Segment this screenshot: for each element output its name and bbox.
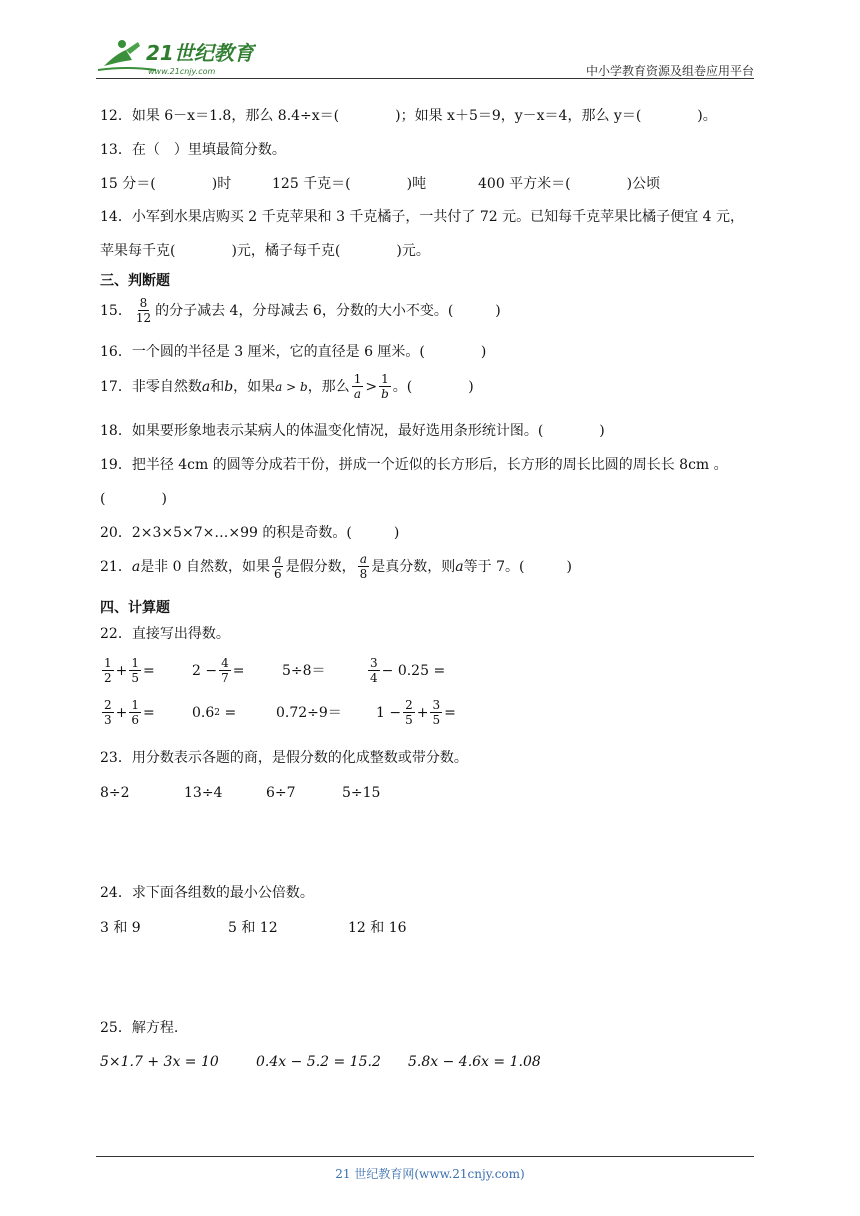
question-20: 20．2×3×5×7×…×99 的积是奇数。( )	[100, 525, 400, 541]
calc-row-1	[100, 656, 445, 685]
calc-1-3: 5÷8＝	[282, 662, 326, 679]
question-23-item-4: 5÷15	[342, 785, 381, 801]
question-15: 15． $\frac{8}{12}$ 的分子减去 4，分母减去 6，分数的大小不变。( )	[100, 296, 501, 325]
equation-3: 5.8x − 4.6x = 1.08	[408, 1054, 541, 1070]
header-divider	[96, 78, 754, 79]
section-3-title: 三、判断题	[100, 273, 170, 289]
question-18: 18．如果要形象地表示某病人的体温变化情况，最好选用条形统计图。( )	[100, 423, 605, 439]
question-25: 25．解方程.	[100, 1020, 179, 1036]
question-13: 13．在（ ）里填最简分数。	[100, 142, 286, 158]
fraction: $\frac{1}{a}$	[353, 372, 362, 401]
footer-divider	[96, 1156, 754, 1157]
question-14-line-1: 14．小军到水果店购买 2 千克苹果和 3 千克橘子，一共付了 72 元。已知每千克苹果比橘子便宜 4 元，	[100, 209, 744, 225]
question-23-item-2: 13÷4	[184, 785, 223, 801]
calc-row-2	[100, 698, 456, 727]
equation-2: 0.4x − 5.2 = 15.2	[256, 1054, 381, 1070]
question-21: 21． a 是非 0 自然数，如果 $\frac{a}{6}$ 是假分数， $\frac{a}{8}$ 是真分数，则 a 等于 7。( )	[100, 552, 572, 581]
question-14-line-2: 苹果每千克( )元，橘子每千克( )元。	[100, 243, 430, 259]
footer-text: 21 世纪教育网(www.21cnjy.com)	[335, 1167, 525, 1181]
question-19-line-1: 19．把半径 4cm 的圆等分成若干份，拼成一个近似的长方形后，长方形的周长比圆的周长长 8cm 。	[100, 457, 728, 473]
question-12: 12．如果 6－x＝1.8，那么 8.4÷x＝( )；如果 x＋5＝9，y－x＝4，那么 y＝( )。	[100, 108, 717, 124]
calc-2-1: $\frac{2}{3}$ + $\frac{1}{6}$ =	[104, 698, 155, 727]
question-17: 17．非零自然数 a 和 b ，如果 a > b ，那么 $\frac{1}{a}$ > $\frac{1}{b}$ 。( )	[100, 372, 474, 401]
logo	[96, 36, 256, 80]
calc-2-2: 0.6 2 =	[192, 704, 237, 721]
question-13-item-1: 15 分＝( )时	[100, 176, 232, 192]
fraction: $\frac{1}{b}$	[381, 372, 389, 401]
fraction: $\frac{a}{8}$	[359, 552, 368, 581]
question-23-item-1: 8÷2	[100, 785, 130, 801]
question-22: 22．直接写出得数。	[100, 626, 230, 642]
svg-text:21世纪教育: 21世纪教育	[146, 41, 254, 65]
fraction: $\frac{a}{6}$	[274, 552, 282, 581]
question-24-item-2: 5 和 12	[228, 920, 278, 936]
calc-1-4: $\frac{3}{4}$ − 0.25 =	[370, 656, 446, 685]
question-24-item-1: 3 和 9	[100, 920, 141, 936]
question-16: 16．一个圆的半径是 3 厘米，它的直径是 6 厘米。( )	[100, 344, 487, 360]
calc-2-3: 0.72÷9＝	[276, 704, 342, 721]
question-23-item-3: 6÷7	[266, 785, 296, 801]
question-23: 23．用分数表示各题的商，是假分数的化成整数或带分数。	[100, 750, 468, 766]
question-24-item-3: 12 和 16	[348, 920, 407, 936]
fraction: $\frac{8}{12}$	[135, 296, 152, 325]
question-24: 24．求下面各组数的最小公倍数。	[100, 885, 314, 901]
equation-1: 5×1.7 + 3x = 10	[100, 1054, 219, 1070]
header-platform-text: 中小学教育资源及组卷应用平台	[585, 64, 754, 78]
calc-2-4: 1 − $\frac{2}{5}$ + $\frac{3}{5}$ =	[376, 698, 456, 727]
calc-1-2: 2 − $\frac{4}{7}$ =	[192, 656, 245, 685]
question-13-item-3: 400 平方米＝( )公顷	[478, 176, 661, 192]
runner-logo-icon	[96, 36, 256, 80]
question-19-line-2: ( )	[100, 491, 167, 507]
section-4-title: 四、计算题	[100, 600, 170, 616]
calc-1-1: $\frac{1}{2}$ + $\frac{1}{5}$ =	[104, 656, 155, 685]
question-13-item-2: 125 千克＝( )吨	[272, 176, 427, 192]
svg-text:www.21cnjy.com: www.21cnjy.com	[148, 67, 216, 76]
